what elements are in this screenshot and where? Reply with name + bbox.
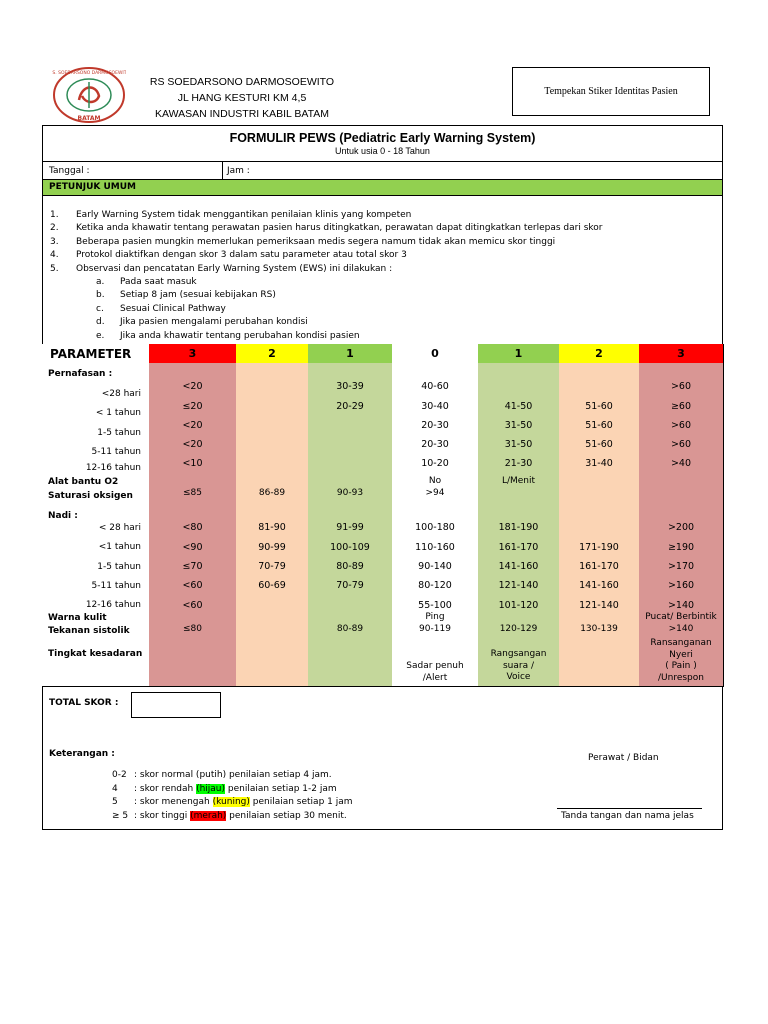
note-item: [108, 769, 528, 783]
signature-label: Tanda tangan dan nama jelas: [561, 811, 694, 821]
age-label: < 1 tahun: [95, 408, 141, 418]
sub-instruction-text: Sesuai Clinical Pathway: [120, 303, 226, 314]
tekanan-value: 120-129: [499, 624, 538, 634]
resp-value: <20: [182, 420, 203, 431]
age-label: 5-11 tahun: [91, 447, 141, 457]
instruction-item: [50, 249, 710, 262]
kesadaran-value: Voice: [506, 672, 531, 682]
score-header: 2: [595, 347, 603, 360]
note-text: [134, 783, 337, 796]
resp-value: 20-29: [336, 401, 364, 412]
resp-value: 30-40: [421, 401, 449, 412]
kesadaran-value: /Unrespon: [658, 672, 704, 683]
hospital-logo: [52, 66, 126, 124]
resp-value: >40: [670, 458, 692, 469]
sub-instruction-list: [96, 276, 496, 343]
alat-value: L/Menit: [501, 476, 536, 486]
score-cell: [559, 503, 640, 614]
score-cell: [308, 503, 393, 614]
note-pre: : skor rendah: [134, 783, 197, 794]
alat-value: No: [428, 476, 442, 486]
sat-value: 86-89: [258, 488, 286, 498]
instruction-text: Observasi dan pencatatan Early Warning System (EWS) ini dilakukan :: [76, 263, 393, 274]
score-header-cell: [478, 344, 560, 364]
score-header-cell: [236, 344, 309, 364]
nadi-value: 110-160: [415, 542, 455, 553]
nadi-value: 141-160: [579, 580, 619, 591]
sub-instruction-letter: b.: [96, 290, 105, 301]
resp-value: 20-30: [421, 439, 449, 450]
note-post: penilaian setiap 30 menit.: [226, 810, 347, 821]
nadi-value: 181-190: [498, 522, 539, 533]
note-text: [134, 769, 332, 782]
sat-label: Saturasi oksigen: [48, 491, 133, 501]
age-label: 12-16 tahun: [85, 463, 141, 473]
svg-text:R.S. SOEDARSONO DARMOSOEWITO: R.S. SOEDARSONO DARMOSOEWITO: [52, 71, 126, 76]
score-header-cell: [308, 344, 393, 364]
resp-value: 10-20: [421, 458, 449, 469]
svg-text:BATAM: BATAM: [77, 115, 101, 122]
age-label: <28 hari: [101, 389, 141, 399]
resp-value: 41-50: [504, 401, 533, 412]
nadi-value: <90: [182, 542, 203, 553]
note-pre: : skor tinggi: [134, 810, 191, 821]
age-label: < 28 hari: [98, 523, 141, 533]
instruction-item: [50, 263, 710, 276]
nadi-value: 70-79: [336, 580, 364, 591]
nadi-value: >160: [667, 580, 695, 591]
alat-label: Alat bantu O2: [48, 477, 119, 487]
param-cell-kes: [42, 638, 150, 687]
score-cell: [149, 638, 237, 687]
sub-instruction-item: [96, 316, 496, 329]
hospital-header: [136, 74, 348, 122]
sub-instruction-letter: a.: [96, 277, 105, 287]
sub-instruction-text: Pada saat masuk: [120, 277, 197, 287]
sat-value: ≤85: [183, 488, 202, 498]
score-cell: [478, 503, 560, 614]
instruction-number: 3.: [50, 236, 59, 247]
nadi-value: >140: [667, 600, 695, 611]
kesadaran-value: Rangsangan: [490, 649, 547, 659]
instruction-item: [50, 236, 710, 249]
note-highlight: (merah): [190, 810, 227, 821]
param-cell-resp: [42, 363, 150, 477]
instruction-list: [50, 209, 710, 276]
note-item: [108, 783, 528, 797]
nadi-value: 91-99: [336, 522, 364, 533]
note-text: [134, 810, 347, 823]
kesadaran-value: Ransanganan: [650, 638, 712, 648]
note-post: penilaian setiap 1-2 jam: [225, 783, 337, 794]
signature-line: [557, 808, 702, 809]
resp-value: ≥60: [670, 401, 692, 412]
instruction-item: [50, 222, 710, 235]
total-score-input[interactable]: [131, 692, 221, 718]
score-header: 1: [346, 347, 354, 360]
form-subtitle: Untuk usia 0 - 18 Tahun: [335, 146, 430, 156]
resp-value: >60: [670, 420, 692, 431]
resp-value: >60: [670, 381, 692, 392]
nadi-value: 55-100: [418, 600, 452, 611]
date-label: Tanggal :: [49, 166, 90, 176]
age-label: 1-5 tahun: [97, 428, 141, 438]
note-score: 0-2: [112, 770, 127, 780]
notes-list: [108, 769, 528, 823]
instruction-text: Beberapa pasien mungkin memerlukan pemeriksaan medis segera namum tidak akan memicu skor tinggi: [76, 236, 556, 247]
instruction-number: 5.: [50, 263, 59, 274]
hospital-name: RS SOEDARSONO DARMOSOEWITO: [149, 76, 335, 88]
instruction-text: Early Warning System tidak menggantikan penilaian klinis yang kompeten: [76, 210, 412, 220]
score-cell: [639, 503, 724, 614]
note-text: [134, 796, 353, 809]
note-post: penilaian setiap 1 jam: [249, 797, 353, 807]
total-score-label: TOTAL SKOR :: [49, 698, 119, 708]
instruction-text: Ketika anda khawatir tentang perawatan pasien harus ditingkatkan, perawatan dapat ditingkatkan terlepas dari skor: [76, 223, 603, 234]
score-cell: [392, 503, 479, 614]
score-header-cell: [149, 344, 237, 364]
nadi-label: Nadi :: [48, 511, 78, 521]
resp-value: 31-50: [504, 420, 533, 431]
score-cell: [149, 503, 237, 614]
score-cell: [236, 503, 309, 614]
note-item: [108, 796, 528, 810]
resp-value: <20: [182, 381, 203, 392]
resp-label: Pernafasan :: [48, 369, 113, 379]
instruction-number: 4.: [50, 250, 59, 261]
nadi-value: >200: [667, 522, 695, 533]
note-pre: : skor menengah: [134, 797, 213, 807]
tekanan-value: >140: [668, 624, 694, 634]
notes-label: Keterangan :: [49, 749, 115, 759]
warna-value: Ping: [425, 612, 445, 622]
nurse-label: Perawat / Bidan: [588, 753, 659, 763]
nadi-value: 80-89: [336, 561, 364, 572]
nadi-value: 80-120: [418, 580, 452, 591]
warna-value: Pucat/ Berbintik: [645, 612, 717, 622]
sat-value: >94: [425, 488, 445, 498]
instruction-number: 1.: [50, 210, 59, 220]
tekanan-value: 80-89: [336, 624, 364, 634]
sub-instruction-item: [96, 276, 496, 289]
score-cell: [236, 624, 309, 639]
form-title: FORMULIR PEWS (Pediatric Early Warning System): [229, 131, 536, 145]
sub-instruction-text: Jika pasien mengalami perubahan kondisi: [120, 317, 308, 328]
resp-value: >60: [670, 439, 692, 450]
nadi-value: 100-109: [330, 542, 370, 553]
nadi-value: 70-79: [258, 561, 286, 572]
tekanan-label: Tekanan sistolik: [48, 626, 130, 636]
section-label: PETUNJUK UMUM: [49, 182, 137, 192]
nadi-value: 171-190: [579, 542, 619, 553]
nadi-value: ≥190: [667, 542, 695, 553]
score-header: 3: [677, 347, 685, 360]
nadi-value: <60: [182, 580, 203, 591]
nadi-value: 100-180: [415, 522, 455, 533]
sub-instruction-item: [96, 330, 496, 343]
resp-value: <20: [182, 439, 203, 450]
resp-value: 40-60: [421, 381, 449, 392]
kesadaran-label: Tingkat kesadaran: [48, 649, 143, 659]
nadi-value: 90-140: [418, 561, 452, 572]
score-header: 2: [268, 347, 276, 360]
score-header-cell: [639, 344, 724, 364]
sub-instruction-text: Jika anda khawatir tentang perubahan kondisi pasien: [120, 330, 360, 341]
nadi-value: 81-90: [258, 522, 286, 533]
note-highlight: (hijau): [196, 783, 226, 794]
nadi-value: ≤70: [182, 561, 203, 572]
tekanan-value: 130-139: [580, 624, 618, 634]
score-cell: [236, 638, 309, 687]
resp-value: ≤20: [182, 401, 203, 412]
note-pre: : skor normal (putih) penilaian setiap 4 jam.: [134, 770, 332, 780]
nadi-value: 90-99: [258, 542, 286, 553]
nadi-value: 121-140: [498, 580, 539, 591]
nadi-value: 121-140: [579, 600, 619, 611]
param-header: PARAMETER: [50, 347, 132, 361]
note-item: [108, 810, 528, 824]
score-cell: [478, 488, 560, 504]
nadi-value: 101-120: [498, 600, 539, 611]
hospital-area: KAWASAN INDUSTRI KABIL BATAM: [154, 108, 330, 120]
age-label: 12-16 tahun: [85, 600, 141, 610]
resp-value: 31-50: [504, 439, 533, 450]
sat-value: 90-93: [336, 488, 364, 498]
nadi-value: >170: [667, 561, 695, 572]
sub-instruction-item: [96, 303, 496, 316]
score-cell: [308, 638, 393, 687]
score-cell: [236, 363, 309, 477]
kesadaran-value: Nyeri: [669, 649, 693, 660]
resp-value: 51-60: [585, 401, 613, 412]
kesadaran-value: suara /: [502, 660, 535, 671]
instruction-item: [50, 209, 710, 222]
age-label: <1 tahun: [98, 542, 141, 552]
kesadaran-value: ( Pain ): [665, 661, 697, 671]
time-label: Jam :: [227, 166, 250, 176]
resp-value: <10: [182, 458, 203, 469]
sub-instruction-text: Setiap 8 jam (sesuai kebijakan RS): [120, 290, 276, 301]
resp-value: 51-60: [585, 439, 613, 450]
hospital-address: JL HANG KESTURI KM 4,5: [177, 92, 307, 104]
score-header: 1: [514, 347, 523, 360]
score-cell: [559, 488, 640, 504]
sticker-label: Tempekan Stiker Identitas Pasien: [544, 86, 678, 97]
score-header: 3: [188, 347, 197, 360]
score-cell: [559, 638, 640, 687]
sub-instruction-item: [96, 289, 496, 302]
nadi-value: 60-69: [258, 580, 286, 591]
note-score: 4: [112, 783, 118, 794]
score-header-cell: [559, 344, 640, 364]
section-header: [43, 180, 722, 195]
note-score: ≥ 5: [112, 810, 129, 821]
kesadaran-value: Sadar penuh: [406, 661, 464, 671]
note-score: 5: [112, 797, 118, 807]
sub-instruction-letter: e.: [96, 330, 105, 341]
nadi-value: 161-170: [579, 561, 619, 572]
tekanan-value: ≤80: [183, 624, 202, 634]
resp-value: 31-40: [585, 458, 613, 469]
note-highlight: (kuning): [212, 797, 250, 807]
resp-value: 51-60: [585, 420, 613, 431]
kesadaran-value: /Alert: [422, 672, 448, 683]
score-header: 0: [431, 347, 439, 360]
score-header-cell: [392, 344, 479, 364]
instruction-number: 2.: [50, 223, 59, 234]
nadi-value: 161-170: [498, 542, 539, 553]
score-cell: [639, 488, 724, 504]
sub-instruction-letter: d.: [96, 317, 105, 328]
nadi-value: <80: [182, 522, 203, 533]
age-label: 5-11 tahun: [91, 581, 141, 591]
resp-value: 20-30: [421, 420, 449, 431]
instruction-text: Protokol diaktifkan dengan skor 3 dalam satu parameter atau total skor 3: [76, 250, 407, 261]
nadi-value: <60: [182, 600, 203, 611]
warna-label: Warna kulit: [48, 613, 107, 623]
sub-instruction-letter: c.: [96, 303, 104, 314]
patient-sticker-box: [512, 67, 710, 116]
nadi-value: 141-160: [498, 561, 539, 572]
resp-value: 21-30: [504, 458, 533, 469]
tekanan-value: 90-119: [419, 624, 451, 634]
resp-value: 30-39: [336, 381, 364, 392]
age-label: 1-5 tahun: [97, 562, 141, 572]
